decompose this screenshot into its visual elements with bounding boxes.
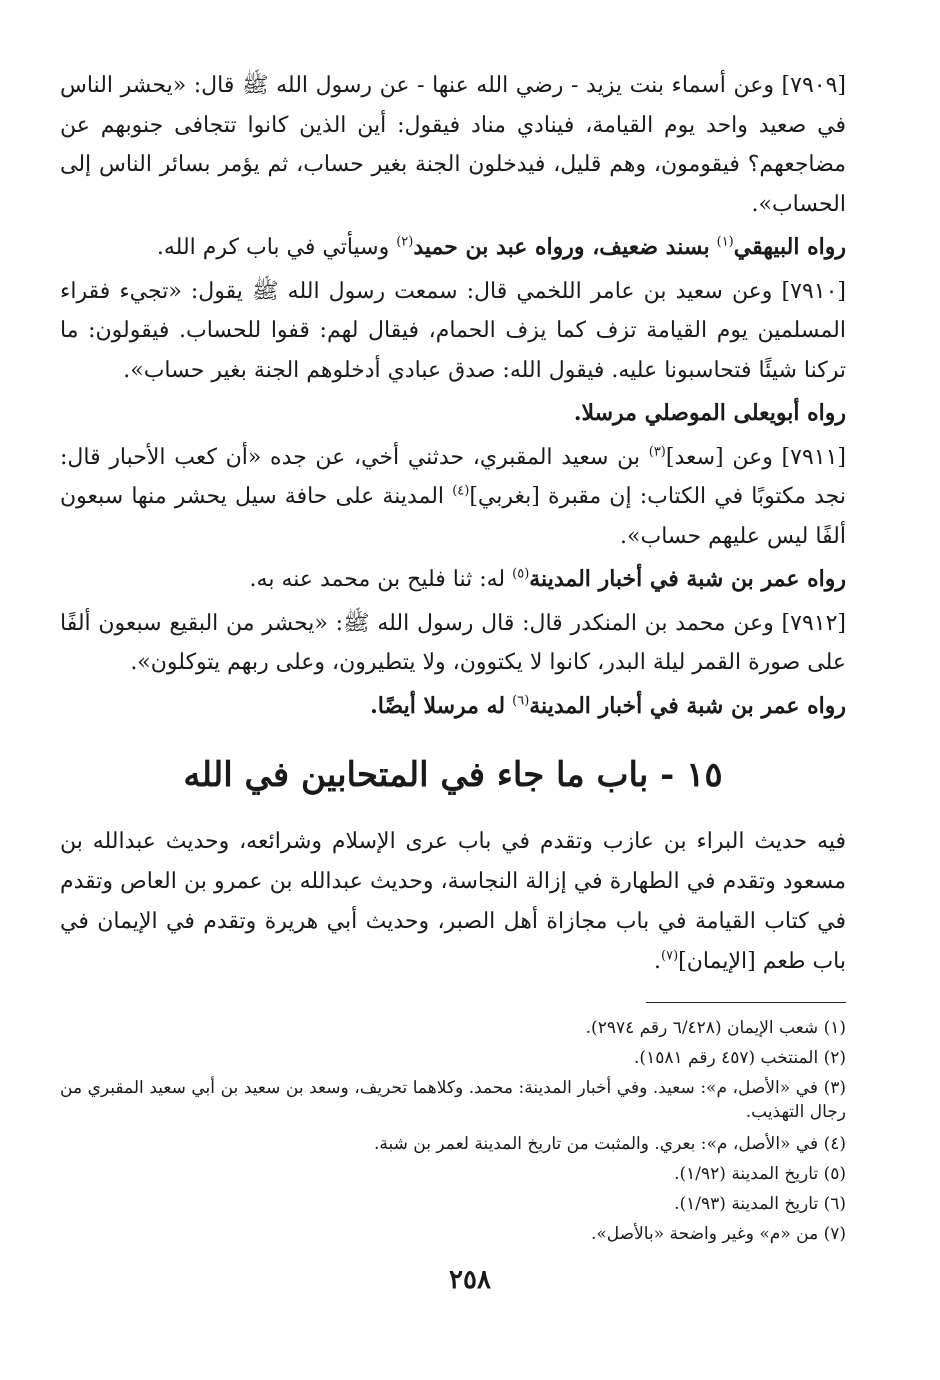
chapter-title: ١٥ - باب ما جاء في المتحابين في الله	[183, 755, 723, 795]
entry-source	[60, 560, 846, 600]
entry-text: المدينة على حافة سيل يحشر منها سبعون ألفًا ليس عليهم حساب».	[60, 484, 846, 549]
entry-text: وعن سعيد بن عامر اللخمي قال: سمعت رسول الله ﷺ يقول: «تجيء فقراء المسلمين يوم القيامة تزف كما يزف الحمام، فيقال لهم: قفوا للحساب. فيقولون: ما تركنا شيئًا فتحاسبونا عليه. فيقول الله: صدق عبادي أدخلوهم الجنة بغير حساب».	[60, 278, 846, 383]
source-text: رواه البيهقي	[733, 234, 846, 260]
page-body	[60, 66, 846, 1249]
footnote: (٣) في «الأصل، م»: سعيد. وفي أخبار المدينة: محمد. وكلاهما تحريف، وسعد بن سعيد بن أبي سعيد المقبري من رجال التهذيب.	[60, 1078, 846, 1122]
footnote: (١) شعب الإيمان (٦/٤٢٨ رقم ٢٩٧٤).	[585, 1018, 846, 1038]
footnote-ref[interactable]: (٧)	[661, 948, 679, 964]
footnote-ref[interactable]: (٢)	[396, 234, 414, 250]
source-text: رواه عمر بن شبة في أخبار المدينة	[529, 692, 846, 719]
source-text: رواه أبويعلى الموصلي مرسلا.	[573, 400, 846, 426]
source-text: له مرسلا أيضًا.	[370, 692, 506, 719]
entry-number: [٧٩٠٩]	[781, 73, 846, 98]
footnote-ref[interactable]: (٥)	[512, 566, 530, 582]
hadith-entry	[60, 438, 846, 557]
entry-number: [٧٩١١]	[781, 444, 846, 470]
footnote: (٧) من «م» وغير واضحة «بالأصل».	[591, 1224, 846, 1244]
footnote-divider	[646, 1002, 846, 1003]
entry-source	[60, 228, 846, 268]
footnote-ref[interactable]: (٦)	[512, 693, 530, 709]
footnote: (٦) تاريخ المدينة (١/٩٣).	[674, 1194, 846, 1214]
chapter-intro	[60, 822, 846, 982]
intro-text: فيه حديث البراء بن عازب وتقدم في باب عرى الإسلام وشرائعه، وحديث عبدالله بن مسعود وتقدم في الطهارة في إزالة النجاسة، وحديث عبدالله بن عمرو بن العاص وتقدم في كتاب القيامة في باب مجازاة أهل الصبر، وحديث أبي هريرة وتقدم في الإيمان في باب طعم [الإيمان]	[60, 829, 846, 974]
page-number: ٢٥٨	[449, 1265, 491, 1295]
entry-number: [٧٩١٢]	[781, 610, 846, 636]
hadith-entry	[60, 272, 846, 391]
footnote-ref[interactable]: (٣)	[648, 444, 666, 460]
footnote: (٤) في «الأصل، م»: بعري. والمثبت من تاريخ المدينة لعمر بن شبة.	[374, 1134, 846, 1154]
footnotes	[60, 1013, 846, 1249]
entry-text: وعن أسماء بنت يزيد - رضي الله عنها - عن رسول الله ﷺ قال: «يحشر الناس في صعيد واحد يوم القيامة، فينادي مناد فيقول: أين الذين كانوا تتجافى جنوبهم عن مضاجعهم؟ فيقومون، وهم قليل، فيدخلون الجنة بغير حساب، ثم يؤمر بسائر الناس إلى الحساب».	[60, 73, 846, 217]
entry-text: وعن محمد بن المنكدر قال: قال رسول الله ﷺ: «يحشر من البقيع سبعون ألفًا على صورة القمر ليلة البدر، كانوا لا يكتوون، ولا يتطيرون، وعلى ربهم يتوكلون».	[60, 610, 846, 675]
source-note: له: ثنا فليح بن محمد عنه به.	[249, 567, 506, 592]
footnote-ref[interactable]: (٤)	[452, 483, 470, 499]
entry-source	[60, 394, 846, 434]
footnote: (٢) المنتخب (٤٥٧ رقم ١٥٨١).	[634, 1048, 846, 1068]
entry-text: بن سعيد المقبري، حدثني أخي، عن جده «أن كعب الأحبار قال: نجد مكتوبًا في الكتاب: إن مقبرة [بغربي]	[60, 444, 847, 509]
source-note: وسيأتي في باب كرم الله.	[156, 235, 390, 260]
hadith-entry	[60, 604, 846, 683]
source-text: بسند ضعيف، ورواه عبد بن حميد	[413, 234, 710, 260]
intro-end: .	[654, 949, 662, 974]
entry-source	[60, 687, 846, 727]
footnote: (٥) تاريخ المدينة (١/٩٢).	[674, 1164, 846, 1184]
source-text: رواه عمر بن شبة في أخبار المدينة	[529, 566, 846, 592]
footnote-ref[interactable]: (١)	[716, 234, 734, 250]
hadith-entry	[60, 66, 846, 224]
entry-number: [٧٩١٠]	[781, 278, 846, 304]
entry-text: وعن [سعد]	[665, 444, 773, 470]
